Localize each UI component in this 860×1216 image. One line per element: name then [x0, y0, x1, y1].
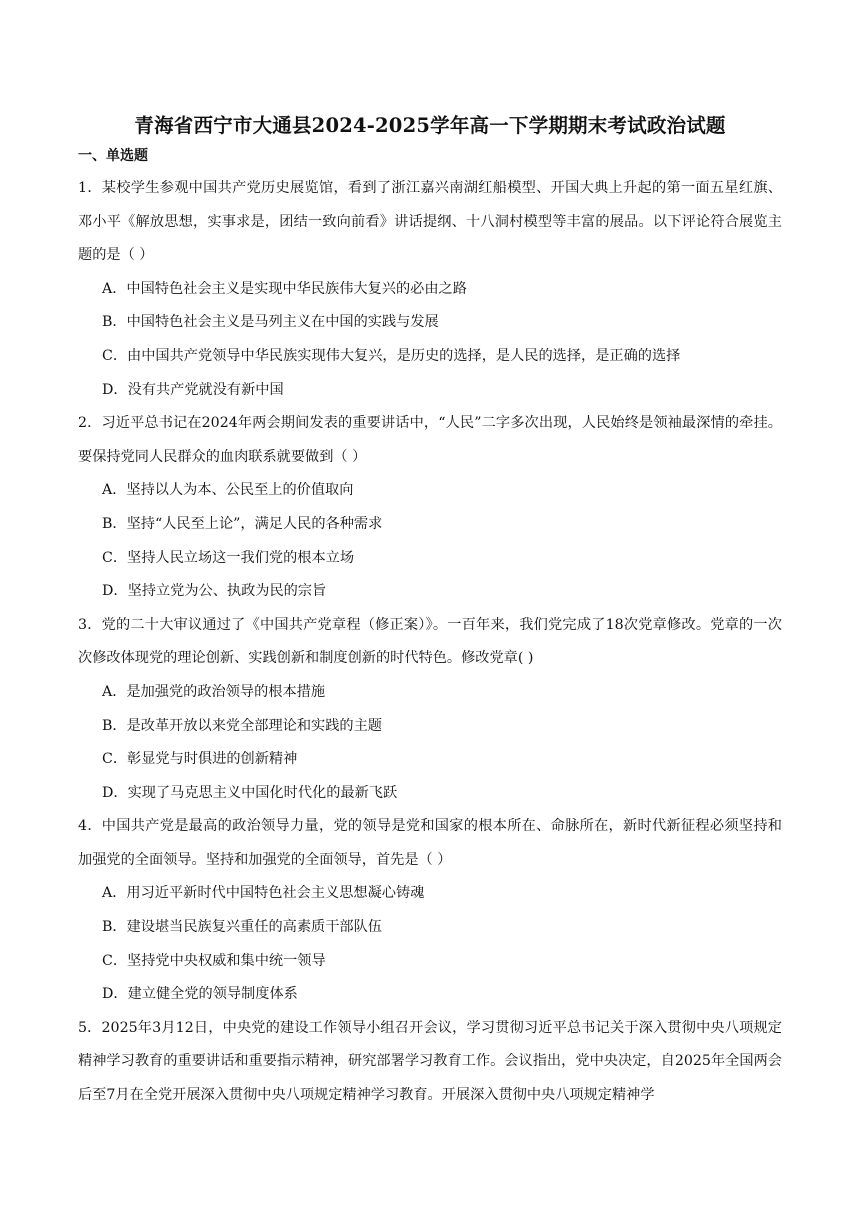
- question-4: [78, 810, 782, 1012]
- document-title: 青海省西宁市大通县2024-2025学年高一下学期期末考试政治试题: [134, 114, 726, 137]
- option-d: D．实现了马克思主义中国化时代化的最新飞跃: [102, 784, 398, 801]
- option-d: D．建立健全党的领导制度体系: [102, 986, 298, 1003]
- option-b: B．建设堪当民族复兴重任的高素质干部队伍: [102, 919, 382, 936]
- option-d: D．没有共产党就没有新中国: [102, 381, 284, 398]
- option-d: D．坚持立党为公、执政为民的宗旨: [102, 583, 327, 600]
- question-stem: 4．中国共产党是最高的政治领导力量，党的领导是党和国家的根本所在、命脉所在，新时代新征程必须坚持和加强党的全面领导。坚持和加强党的全面领导，首先是（ ）: [78, 818, 782, 868]
- option-c: C．坚持党中央权威和集中统一领导: [102, 952, 326, 969]
- question-stem: 1．某校学生参观中国共产党历史展览馆，看到了浙江嘉兴南湖红船模型、开国大典上升起的第一面五星红旗、邓小平《解放思想，实事求是，团结一致向前看》讲话提纲、十八洞村模型等丰富的展品。以下评论符合展览主题的是（ ）: [78, 180, 782, 264]
- option-c: C．由中国共产党领导中华民族实现伟大复兴，是历史的选择，是人民的选择，是正确的选择: [102, 347, 681, 364]
- question-stem: 2．习近平总书记在2024年两会期间发表的重要讲话中，“人民”二字多次出现，人民始终是领袖最深情的牵挂。要保持党同人民群众的血肉联系就要做到（ ）: [78, 415, 782, 465]
- section-heading: 一、单选题: [78, 148, 148, 164]
- question-1: [78, 172, 782, 407]
- option-b: B．坚持“人民至上论”，满足人民的各种需求: [102, 515, 383, 532]
- question-stem: 5．2025年3月12日，中央党的建设工作领导小组召开会议，学习贯彻习近平总书记关于深入贯彻中央八项规定精神学习教育的重要讲话和重要指示精神，研究部署学习教育工作。会议指出，党中央决定，自2025年全国两会后至7月在全党开展深入贯彻中央八项规定精神学习教育。开展深入贯彻中央八项规定精神学: [78, 1019, 782, 1104]
- question-stem: 3．党的二十大审议通过了《中国共产党章程（修正案）》。一百年来，我们党完成了18次党章修改。党章的一次次修改体现党的理论创新、实践创新和制度创新的时代特色。修改党章( ): [78, 616, 782, 667]
- option-c: C．坚持人民立场这一我们党的根本立场: [102, 549, 355, 566]
- option-a: A．是加强党的政治领导的根本措施: [102, 683, 326, 700]
- question-5: [78, 1012, 782, 1113]
- option-a: A．用习近平新时代中国特色社会主义思想凝心铸魂: [102, 885, 425, 902]
- option-b: B．中国特色社会主义是马列主义在中国的实践与发展: [102, 314, 439, 331]
- question-2: [78, 407, 782, 609]
- option-a: A．中国特色社会主义是实现中华民族伟大复兴的必由之路: [102, 280, 467, 297]
- question-3: [78, 609, 782, 811]
- option-c: C．彰显党与时俱进的创新精神: [102, 751, 298, 768]
- option-b: B．是改革开放以来党全部理论和实践的主题: [102, 717, 382, 734]
- option-a: A．坚持以人为本、公民至上的价值取向: [102, 482, 354, 499]
